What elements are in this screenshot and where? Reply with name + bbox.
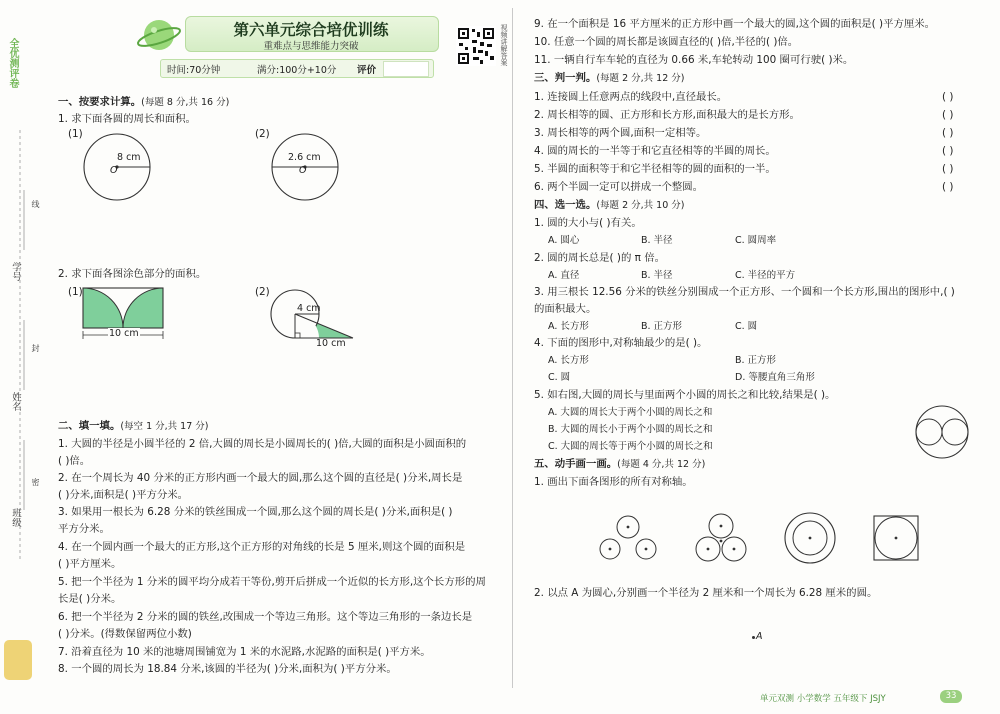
draw-q1: 1. 画出下面各图形的所有对称轴。 — [534, 476, 693, 488]
judge-answer-5[interactable]: ( ) — [942, 163, 954, 175]
draw-q2: 2. 以点 A 为圆心,分别画一个半径为 2 厘米和一个周长为 6.28 厘米的圆。 — [534, 587, 878, 599]
section-4-heading: 四、选一选。(每题 2 分,共 10 分) — [534, 199, 685, 211]
qr-code-icon[interactable] — [456, 26, 496, 66]
choice-q1: 1. 圆的大小与( )有关。 — [534, 217, 642, 229]
cut-mark-3: 密 — [31, 478, 40, 486]
fill-line-16: 10. 任意一个圆的周长都是该圆直径的( )倍,半径的( )倍。 — [534, 36, 799, 48]
circle-triangle-figure — [265, 286, 375, 346]
judge-answer-3[interactable]: ( ) — [942, 127, 954, 139]
figure-1-label: (1) — [68, 128, 83, 140]
width-label-3: 10 cm — [109, 328, 139, 339]
figure-3-label: (1) — [68, 286, 83, 298]
judge-item-6: 6. 两个半圆一定可以拼成一个整圆。 — [534, 181, 704, 193]
fill-line-4: ( )分米,面积是( )平方分米。 — [58, 489, 189, 501]
choice-q5: 5. 如右图,大圆的周长与里面两个小圆的周长之和比较,结果是( )。 — [534, 389, 836, 401]
section-5-heading: 五、动手画一画。(每题 4 分,共 12 分) — [534, 458, 706, 470]
choice-q3: 3. 用三根长 12.56 分米的铁丝分别围成一个正方形、一个圆和一个长方形,围出的图形中,( ) — [534, 286, 955, 298]
full-score: 满分:100分+10分 — [257, 65, 337, 76]
evaluation-label: 评价 — [357, 65, 377, 76]
choice-q3-b[interactable]: B. 正方形 — [641, 321, 683, 332]
meta-bar — [160, 59, 434, 78]
fill-line-1: 1. 大圆的半径是小圆半径的 2 倍,大圆的周长是小圆周长的( )倍,大圆的面积是小圆面积的 — [58, 438, 467, 450]
circle-figure-1 — [80, 130, 156, 206]
fill-line-12: ( )分米。(得数保留两位小数) — [58, 628, 192, 640]
choice-q2-b[interactable]: B. 半径 — [641, 270, 673, 281]
student-id-label: 学号 — [10, 262, 21, 281]
fill-line-11: 6. 把一个半径为 2 分米的圆的铁丝,改围成一个等边三角形。这个等边三角形的一条边长是 — [58, 611, 473, 623]
choice-q5-b[interactable]: B. 大圆的周长小于两个小圆的周长之和 — [548, 424, 713, 435]
base-label-4: 10 cm — [316, 338, 346, 349]
circle-in-square-figure — [872, 514, 922, 564]
choice-q1-a[interactable]: A. 圆心 — [548, 235, 580, 246]
choice-q2: 2. 圆的周长总是( )的 π 倍。 — [534, 252, 666, 264]
qr-caption: 视频讲解答案 — [500, 24, 508, 66]
margin-lines — [0, 0, 40, 714]
fill-line-10: 长是( )分米。 — [58, 593, 122, 605]
choice-q1-c[interactable]: C. 圆周率 — [735, 235, 777, 246]
page-number: 33 — [940, 690, 962, 703]
judge-item-4: 4. 圆的周长的一半等于和它直径相等的半圆的周长。 — [534, 145, 776, 157]
section-2-heading: 二、填一填。(每空 1 分,共 17 分) — [58, 420, 209, 432]
footer-text: 单元双测 小学数学 五年级下 JSJY — [760, 694, 886, 704]
choice-q4-d[interactable]: D. 等腰直角三角形 — [735, 372, 815, 383]
diameter-label-2: 2.6 cm — [288, 152, 321, 163]
judge-item-1: 1. 连接圆上任意两点的线段中,直径最长。 — [534, 91, 728, 103]
section-1-heading: 一、按要求计算。(每题 8 分,共 16 分) — [58, 96, 230, 108]
figure-4-label: (2) — [255, 286, 270, 298]
class-label: 班级 — [10, 508, 21, 527]
question-1-2: 2. 求下面各图涂色部分的面积。 — [58, 268, 207, 280]
judge-item-5: 5. 半圆的面积等于和它半径相等的圆的面积的一半。 — [534, 163, 776, 175]
choice-q4-a[interactable]: A. 长方形 — [548, 355, 589, 366]
choice-q4-c[interactable]: C. 圆 — [548, 372, 571, 383]
choice-q3-a[interactable]: A. 长方形 — [548, 321, 589, 332]
planet-logo-icon — [136, 12, 182, 58]
cut-mark-2: 封 — [31, 344, 40, 352]
choice-q2-c[interactable]: C. 半径的平方 — [735, 270, 796, 281]
judge-answer-2[interactable]: ( ) — [942, 109, 954, 121]
choice-q4-b[interactable]: B. 正方形 — [735, 355, 777, 366]
judge-answer-4[interactable]: ( ) — [942, 145, 954, 157]
fill-line-9: 5. 把一个半径为 1 分米的圆平均分成若干等份,剪开后拼成一个近似的长方形,这个长方形的周 — [58, 576, 486, 588]
center-o-2: O — [299, 165, 307, 176]
fill-line-13: 7. 沿着直径为 10 米的池塘周围铺宽为 1 米的水泥路,水泥路的面积是( )平方米。 — [58, 646, 431, 658]
fill-line-2: ( )倍。 — [58, 455, 91, 467]
choice-q5-a[interactable]: A. 大圆的周长大于两个小圆的周长之和 — [548, 407, 713, 418]
fill-line-15: 9. 在一个面积是 16 平方厘米的正方形中画一个最大的圆,这个圆的面积是( )平方厘米。 — [534, 18, 936, 30]
question-1-1: 1. 求下面各圆的周长和面积。 — [58, 113, 196, 125]
point-a-label: A — [756, 631, 763, 642]
fill-line-5: 3. 如果用一根长为 6.28 分米的铁丝围成一个圆,那么这个圆的周长是( )分米,面积是( ) — [58, 506, 453, 518]
big-small-circles-figure — [913, 403, 971, 461]
column-divider — [512, 8, 513, 688]
fill-line-14: 8. 一个圆的周长为 18.84 分米,该圆的半径为( )分米,面积为( )平方分米。 — [58, 663, 397, 675]
fill-line-6: 平方分米。 — [58, 523, 110, 535]
cut-mark-1: 线 — [31, 200, 40, 208]
page-subtitle: 重难点与思维能力突破 — [263, 41, 359, 52]
binding-margin — [0, 0, 40, 714]
fill-line-17: 11. 一辆自行车车轮的直径为 0.66 米,车轮转动 100 圈可行驶( )米。 — [534, 54, 854, 66]
evaluation-box[interactable] — [383, 61, 429, 77]
page-title: 第六单元综合培优训练 — [233, 21, 389, 39]
four-circles-figure — [690, 508, 752, 568]
judge-answer-6[interactable]: ( ) — [942, 181, 954, 193]
name-label: 姓名 — [10, 392, 21, 411]
concentric-circles-figure — [782, 510, 838, 566]
judge-answer-1[interactable]: ( ) — [942, 91, 954, 103]
three-circles-figure — [598, 508, 658, 568]
fill-line-7: 4. 在一个圆内画一个最大的正方形,这个正方形的对角线的长是 5 厘米,则这个圆的面积是 — [58, 541, 466, 553]
judge-item-3: 3. 周长相等的两个圆,面积一定相等。 — [534, 127, 707, 139]
brand-vertical: 全优测评卷 — [7, 38, 18, 88]
point-a-dot — [752, 636, 755, 639]
fill-line-8: ( )平方厘米。 — [58, 558, 122, 570]
fill-line-3: 2. 在一个周长为 40 分米的正方形内画一个最大的圆,那么这个圆的直径是( )分米,周长是 — [58, 472, 463, 484]
choice-q1-b[interactable]: B. 半径 — [641, 235, 673, 246]
choice-q2-a[interactable]: A. 直径 — [548, 270, 580, 281]
choice-q4: 4. 下面的图形中,对称轴最少的是( )。 — [534, 337, 708, 349]
figure-2-label: (2) — [255, 128, 270, 140]
choice-q3-cont: 的面积最大。 — [534, 303, 597, 315]
center-o-1: O — [110, 165, 118, 176]
section-3-heading: 三、判一判。(每题 2 分,共 12 分) — [534, 72, 685, 84]
choice-q5-c[interactable]: C. 大圆的周长等于两个小圆的周长之和 — [548, 441, 713, 452]
judge-item-2: 2. 周长相等的圆、正方形和长方形,面积最大的是长方形。 — [534, 109, 800, 121]
radius-label-1: 8 cm — [117, 152, 141, 163]
radius-label-4: 4 cm — [297, 303, 321, 314]
time-limit: 时间:70分钟 — [167, 65, 221, 76]
choice-q3-c[interactable]: C. 圆 — [735, 321, 758, 332]
